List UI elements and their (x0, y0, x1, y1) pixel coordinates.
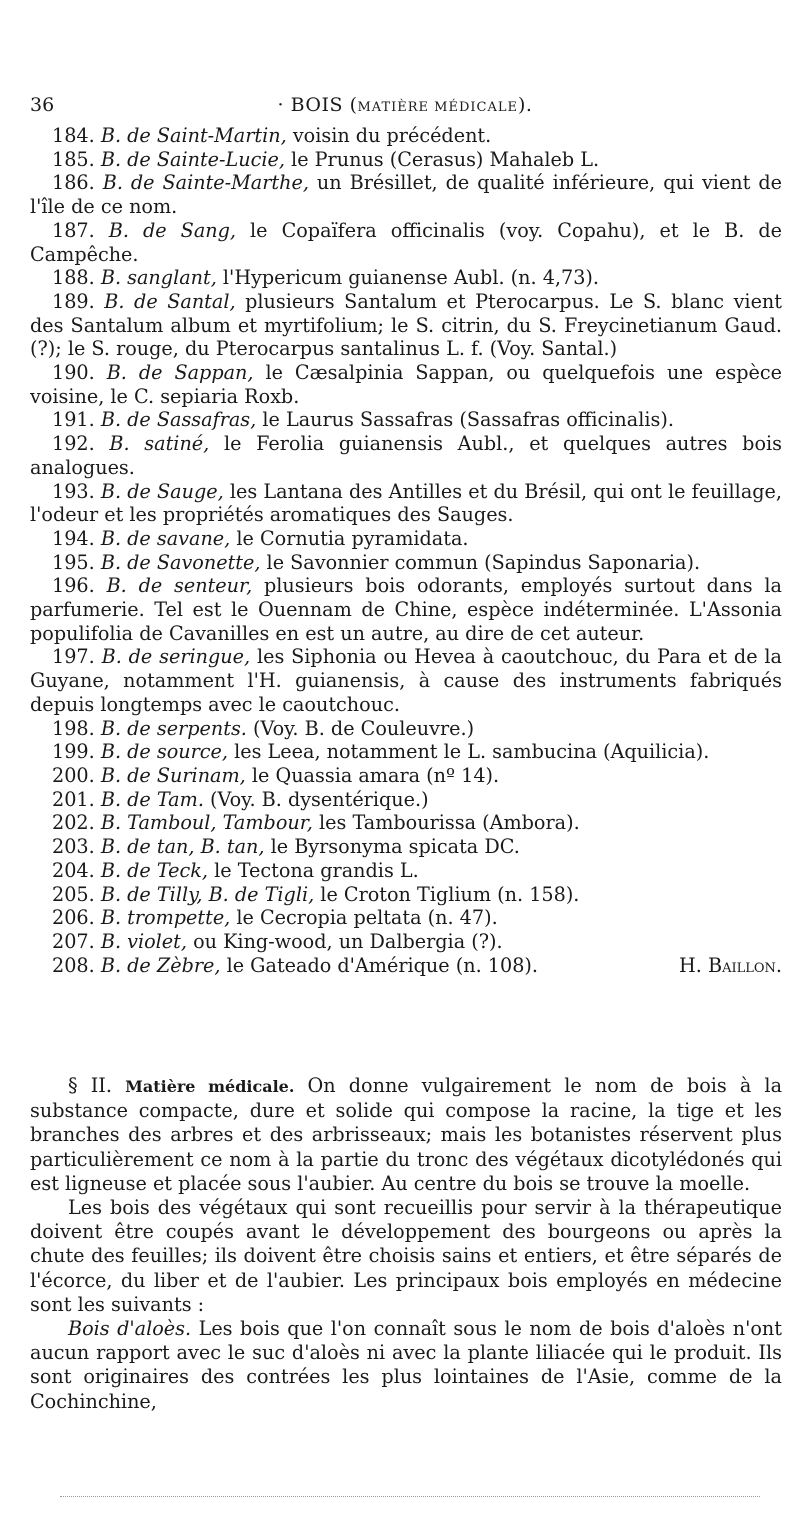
entry-description: les Tambourissa (Ambora). (312, 811, 580, 835)
entry-description: le Croton Tiglium (n. 158). (314, 882, 580, 906)
entry-description: le Copaïfera officinalis (voy. Copahu), et le B. de Campêche. (30, 218, 782, 266)
entry-item (30, 740, 782, 764)
entry-description: un Brésillet, de qualité inférieure, qui vient de l'île de ce nom. (30, 171, 782, 219)
entry-description: le Laurus Sassafras (Sassafras officinalis). (256, 408, 674, 432)
entry-description: le Gateado d'Amérique (n. 108). (220, 953, 538, 977)
entry-wood-name: B. de Tilly, B. de Tigli, (100, 882, 315, 906)
section-matiere-medicale (30, 1074, 782, 1414)
entry-wood-name: B. violet, (100, 929, 187, 953)
entry-description: ou King-wood, un Dalbergia (?). (186, 929, 503, 953)
entry-number: 189. (52, 289, 95, 313)
entry-wood-name: B. de Sassafras, (100, 408, 257, 432)
entry-number: 202. (52, 811, 95, 835)
entry-number: 197. (52, 645, 95, 669)
entry-number: 193. (52, 479, 95, 503)
entry-wood-name: B. de Saint-Martin, (100, 124, 287, 147)
entry-item (30, 883, 782, 907)
entry-item (30, 906, 782, 930)
entry-number: 190. (52, 361, 95, 385)
entry-item (30, 788, 782, 812)
running-title-small-caps: MATIÈRE MÉDICALE (357, 100, 518, 115)
page-number: 36 (30, 94, 55, 116)
entry-number: 199. (52, 740, 95, 764)
entry-description: le Tectona grandis L. (208, 858, 419, 882)
entry-wood-name: B. de seringue, (101, 645, 251, 669)
entry-item (30, 835, 782, 859)
entry-item (30, 480, 782, 527)
entry-description: le Savonnier commun (Sapindus Saponaria). (260, 550, 701, 574)
entry-wood-name: B. de Teck, (100, 858, 209, 882)
entry-wood-name: B. de Santal, (104, 289, 236, 313)
section-paragraph: Les bois des végétaux qui sont recueillis pour servir à la thérapeutique doivent être coupés avant le développement des bourgeons ou après la chute des feuilles; ils doivent être choisis sains et entiers, et être séparés de l'écorce, du liber et de l'aubier. Les principaux bois employés en médecine sont les suivants : (30, 1196, 782, 1316)
entry-item (30, 527, 782, 551)
entry-item (30, 859, 782, 883)
entry-wood-name: B. de Zèbre, (100, 953, 221, 977)
running-title-suffix: ). (518, 94, 533, 116)
entry-number: 186. (52, 171, 95, 195)
entry-item (30, 148, 782, 172)
entry-wood-name: B. sanglant, (100, 266, 217, 290)
running-title (30, 94, 780, 116)
entry-number: 198. (52, 716, 95, 740)
entry-item (30, 408, 782, 432)
entry-wood-name: B. de Sainte-Marthe, (102, 171, 309, 195)
entry-wood-name: B. de Sainte-Lucie, (100, 147, 285, 171)
entry-description: le Prunus (Cerasus) Mahaleb L. (284, 147, 600, 171)
entry-wood-name: B. Tamboul, Tambour, (100, 811, 313, 835)
entry-description: le Cornutia pyramidata. (230, 526, 469, 550)
running-title-prefix: · BOIS ( (277, 94, 358, 116)
running-header (30, 86, 780, 120)
entry-description: le Ferolia guianensis Aubl., et quelques autres bois analogues. (30, 432, 782, 479)
entry-item (30, 266, 782, 290)
entry-item (30, 219, 782, 266)
entry-item (30, 717, 782, 741)
entry-wood-name: B. de Sappan, (106, 361, 254, 385)
entry-item (30, 290, 782, 361)
entry-item (30, 361, 782, 408)
aloes-wood-term: Bois d'aloès. (68, 1317, 192, 1341)
entry-item (30, 551, 782, 575)
entry-item (30, 432, 782, 479)
entry-description: le Cæsalpinia Sappan, ou quelquefois une espèce voisine, le C. sepiaria Roxb. (30, 361, 782, 408)
entry-number: 196. (52, 574, 95, 598)
section-paragraph-aloes (30, 1317, 782, 1414)
entry-description: le Cecropia peltata (n. 47). (230, 906, 498, 930)
entry-item (30, 954, 782, 978)
entry-description: les Lantana des Antilles et du Brésil, qui ont le feuillage, l'odeur et les propriétés aromatiques des Sauges. (30, 479, 782, 527)
entry-number: 185. (52, 147, 95, 171)
entry-description: le Byrsonyma spicata DC. (264, 835, 520, 859)
section-intro-paragraph (30, 1074, 782, 1196)
entry-description: (Voy. B. dysentérique.) (203, 787, 429, 811)
entry-number: 188. (52, 266, 95, 290)
section-marker: § II. (68, 1074, 112, 1097)
entry-wood-name: B. de source, (100, 740, 229, 764)
entry-item (30, 574, 782, 645)
entry-wood-name: B. trompette, (100, 906, 231, 930)
entry-wood-name: B. de serpents. (100, 716, 247, 740)
entry-item (30, 764, 782, 788)
entry-item (30, 171, 782, 218)
aloes-wood-text: Les bois que l'on connaît sous le nom de bois d'aloès n'ont aucun rapport avec le suc d'aloès ni avec la plante liliacée qui le produit. Ils sont originaires des contrées les plus lointaines de l'Asie, comme de la Cochinchine, (30, 1317, 782, 1413)
entry-list (30, 124, 782, 977)
entry-item (30, 930, 782, 954)
entry-number: 194. (52, 526, 95, 550)
entry-description: le Quassia amara (nº 14). (245, 763, 500, 787)
author-signature: H. Baillon. (679, 953, 782, 977)
entry-number: 191. (52, 408, 95, 432)
entry-wood-name: B. de senteur, (106, 574, 253, 598)
entry-number: 201. (52, 787, 95, 811)
entry-number: 204. (52, 858, 95, 882)
entry-description: les Leea, notamment le L. sambucina (Aquilicia). (228, 740, 710, 764)
entry-number: 205. (52, 882, 95, 906)
entry-number: 208. (52, 953, 95, 977)
entry-number: 184. (52, 124, 95, 147)
entry-item (30, 645, 782, 716)
entry-description: voisin du précédent. (286, 124, 492, 147)
entry-wood-name: B. de tan, B. tan, (100, 835, 265, 859)
entry-item (30, 811, 782, 835)
entry-number: 195. (52, 550, 95, 574)
entry-number: 200. (52, 763, 95, 787)
entry-wood-name: B. de savane, (100, 526, 231, 550)
entry-description: les Siphonia ou Hevea à caoutchouc, du Para et de la Guyane, notamment l'H. guianensis, à cause des instruments fabriqués depuis longtemps avec le caoutchouc. (30, 645, 782, 716)
section-heading: Matière médicale. (125, 1077, 295, 1096)
entry-wood-name: B. de Tam. (100, 787, 204, 811)
entry-wood-name: B. satiné, (109, 432, 210, 456)
entry-number: 206. (52, 906, 95, 930)
entry-description: plusieurs Santalum et Pterocarpus. Le S. blanc vient des Santalum album et myrtifolium; le S. citrin, du S. Freycinetianum Gaud. (?); le S. rouge, du Pterocarpus santalinus L. f. (Voy. Santal.) (30, 289, 782, 361)
entry-number: 203. (52, 835, 95, 859)
entry-wood-name: B. de Sang, (108, 218, 237, 242)
entry-item (30, 124, 782, 148)
section-intro-text: On donne vulgairement le nom de bois à la substance compacte, dure et solide qui compose la racine, la tige et les branches des arbres et des arbrisseaux; mais les botanistes réservent plus particulièrement ce nom à la partie du tronc des végétaux dicotylédonés qui est ligneuse et placée sous l'aubier. Au centre du bois se trouve la moelle. (30, 1074, 783, 1195)
entry-wood-name: B. de Sauge, (100, 479, 224, 503)
entry-wood-name: B. de Surinam, (100, 763, 246, 787)
entry-description: l'Hypericum guianense Aubl. (n. 4,73). (216, 266, 600, 290)
entry-number: 192. (52, 432, 95, 456)
entry-number: 187. (52, 218, 95, 242)
entry-number: 207. (52, 929, 95, 953)
entry-description: plusieurs bois odorants, employés surtout dans la parfumerie. Tel est le Ouennam de Chine, espèce indéterminée. L'Assonia populifolia de Cavanilles en est un autre, au dire de cet auteur. (30, 574, 782, 645)
entry-wood-name: B. de Savonette, (100, 550, 261, 574)
entry-description: (Voy. B. de Couleuvre.) (246, 716, 475, 740)
footer-rule (60, 1496, 760, 1497)
